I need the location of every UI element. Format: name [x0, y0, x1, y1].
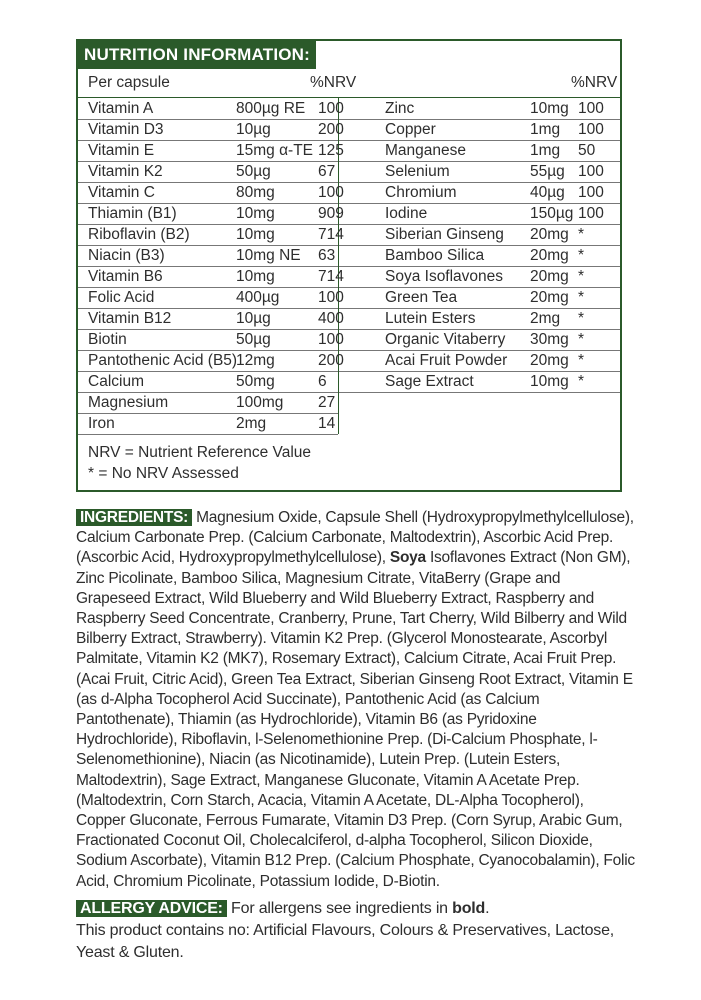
- nutrient-name: Manganese: [385, 142, 467, 159]
- nutrient-nrv: 100: [578, 163, 604, 180]
- nutrient-nrv: *: [578, 352, 585, 369]
- nutrient-amount: 10mg NE: [236, 247, 301, 264]
- nutrient-row: [78, 120, 344, 141]
- nutrient-name: Niacin (B3): [88, 247, 165, 264]
- nutrient-nrv: *: [578, 310, 585, 327]
- nutrient-name: Organic Vitaberry: [385, 331, 506, 348]
- nutrient-row: [339, 288, 620, 309]
- nutrient-row: [78, 246, 338, 267]
- nutrient-name: Lutein Esters: [385, 310, 476, 327]
- nutrient-amount: 10µg: [236, 121, 271, 138]
- nutrient-row: [339, 162, 620, 183]
- nutrient-name: Vitamin D3: [88, 121, 164, 138]
- nutrient-nrv: *: [578, 247, 585, 264]
- nutrient-nrv: 100: [578, 100, 604, 117]
- allergy-contains-no: This product contains no: Artificial Flavours, Colours & Preservatives, Lactose, Yeast & Gluten.: [76, 922, 615, 961]
- nutrient-row: [78, 351, 344, 372]
- nutrient-amount: 30mg: [530, 331, 569, 348]
- nutrient-name: Calcium: [88, 373, 144, 390]
- nutrient-name: Green Tea: [385, 289, 458, 306]
- ingredients-section: [76, 508, 636, 892]
- nutrient-nrv: 100: [578, 121, 604, 138]
- nutrient-amount: 50µg: [236, 331, 271, 348]
- nutrient-nrv: 67: [318, 163, 336, 180]
- row-divider: [339, 392, 620, 393]
- nutrient-name: Siberian Ginseng: [385, 226, 504, 243]
- nutrient-name: Soya Isoflavones: [385, 268, 504, 285]
- nutrient-row: [78, 204, 344, 225]
- nutrient-name: Vitamin C: [88, 184, 155, 201]
- nutrient-amount: 150µg: [530, 205, 574, 222]
- nutrient-amount: 10mg: [236, 205, 275, 222]
- nutrient-name: Iodine: [385, 205, 428, 222]
- nutrient-row: [78, 141, 344, 162]
- nutrient-amount: 50µg: [236, 163, 271, 180]
- nutrient-name: Zinc: [385, 100, 415, 117]
- nutrient-amount: 10mg: [236, 226, 275, 243]
- nutrient-row: [339, 183, 620, 204]
- nutrient-row: [339, 141, 620, 162]
- nutrient-nrv: *: [578, 373, 585, 390]
- nutrient-nrv: *: [578, 226, 585, 243]
- nutrient-amount: 1mg: [530, 142, 561, 159]
- nutrient-nrv: 50: [578, 142, 596, 159]
- nutrient-amount: 50mg: [236, 373, 275, 390]
- row-divider: [78, 434, 338, 435]
- nutrient-row: [78, 309, 344, 330]
- nutrient-name: Magnesium: [88, 394, 169, 411]
- nutrient-nrv: 100: [318, 184, 344, 201]
- nutrient-nrv: *: [578, 289, 585, 306]
- nutrient-nrv: *: [578, 268, 585, 285]
- nutrient-amount: 40µg: [530, 184, 565, 201]
- nutrition-panel: [76, 39, 622, 492]
- nutrient-row: [339, 267, 620, 288]
- nutrient-name: Iron: [88, 415, 115, 432]
- nutrient-nrv: 6: [318, 373, 327, 390]
- nutrient-nrv: *: [578, 331, 585, 348]
- nutrient-row: [78, 183, 344, 204]
- nutrient-row: [78, 288, 344, 309]
- nutrient-row: [78, 267, 344, 288]
- nutrient-nrv: 27: [318, 394, 336, 411]
- nutrient-nrv: 100: [318, 100, 344, 117]
- nutrient-amount: 10mg: [530, 100, 569, 117]
- nutrient-name: Copper: [385, 121, 436, 138]
- nutrient-amount: 12mg: [236, 352, 275, 369]
- per-capsule-label: Per capsule: [88, 74, 170, 91]
- nutrient-name: Vitamin B6: [88, 268, 163, 285]
- nutrient-row: [78, 330, 344, 351]
- nutrient-amount: 100mg: [236, 394, 284, 411]
- nutrient-amount: 10mg: [530, 373, 569, 390]
- nutrient-row: [339, 330, 620, 351]
- nutrient-row: [339, 204, 620, 225]
- nutrient-name: Vitamin B12: [88, 310, 172, 327]
- nrv-header-left: %NRV: [310, 74, 357, 91]
- nutrient-name: Vitamin E: [88, 142, 155, 159]
- nutrient-name: Acai Fruit Powder: [385, 352, 508, 369]
- note-no-nrv: * = No NRV Assessed: [88, 465, 239, 482]
- nutrient-amount: 2mg: [236, 415, 267, 432]
- nutrient-row: [78, 99, 344, 120]
- nutrient-nrv: 714: [318, 226, 344, 243]
- nutrient-name: Selenium: [385, 163, 450, 180]
- nutrient-nrv: 714: [318, 268, 344, 285]
- nutrient-amount: 2mg: [530, 310, 561, 327]
- nutrition-header-row: [78, 71, 620, 96]
- nutrient-name: Folic Acid: [88, 289, 155, 306]
- nutrient-amount: 800µg RE: [236, 100, 306, 117]
- nutrient-nrv: 909: [318, 205, 344, 222]
- nutrient-row: [339, 309, 620, 330]
- nrv-header-right: %NRV: [571, 74, 618, 91]
- nutrient-row: [78, 393, 338, 414]
- nutrient-name: Chromium: [385, 184, 457, 201]
- nutrient-nrv: 14: [318, 415, 336, 432]
- nutrient-nrv: 400: [318, 310, 344, 327]
- nutrient-name: Vitamin A: [88, 100, 154, 117]
- nutrient-amount: 20mg: [530, 268, 569, 285]
- nutrient-amount: 20mg: [530, 247, 569, 264]
- nutrient-row: [78, 414, 338, 435]
- allergy-text-start: For allergens see ingredients in: [226, 900, 453, 917]
- nutrient-amount: 20mg: [530, 226, 569, 243]
- nutrient-name: Pantothenic Acid (B5): [88, 352, 238, 369]
- nutrient-row: [339, 99, 620, 120]
- allergy-bold-word: bold: [452, 900, 486, 917]
- nutrient-amount: 55µg: [530, 163, 565, 180]
- nutrient-name: Biotin: [88, 331, 127, 348]
- nutrient-amount: 1mg: [530, 121, 561, 138]
- nutrient-row: [339, 351, 620, 372]
- nutrient-amount: 80mg: [236, 184, 275, 201]
- nutrient-name: Bamboo Silica: [385, 247, 485, 264]
- nutrient-nrv: 100: [578, 205, 604, 222]
- nutrient-amount: 10mg: [236, 268, 275, 285]
- nutrient-row: [78, 225, 344, 246]
- nutrient-row: [78, 162, 338, 183]
- nutrient-row: [339, 246, 620, 267]
- nutrient-row: [339, 372, 620, 393]
- nutrient-amount: 15mg α-TE: [236, 142, 314, 159]
- nutrient-name: Sage Extract: [385, 373, 474, 390]
- nutrient-nrv: 200: [318, 121, 344, 138]
- ingredients-allergen-soya: Soya: [389, 549, 426, 567]
- nutrient-amount: 20mg: [530, 289, 569, 306]
- nutrient-amount: 10µg: [236, 310, 271, 327]
- nutrition-heading: NUTRITION INFORMATION:: [78, 41, 316, 69]
- nutrient-amount: 20mg: [530, 352, 569, 369]
- note-nrv: NRV = Nutrient Reference Value: [88, 444, 312, 461]
- nutrient-name: Thiamin (B1): [88, 205, 177, 222]
- allergy-label: ALLERGY ADVICE:: [76, 900, 227, 917]
- nutrient-nrv: 100: [318, 331, 344, 348]
- ingredients-text-start: Magnesium Oxide, Capsule Shell (Hydroxypropylmethylcellulose), Calcium Carbonate Prep. (Calcium Carbonate, Maltodextrin), Ascorbic Acid Prep. (Ascorbic Acid, Hydroxypropylmethylcellulose),: [76, 509, 634, 567]
- nutrient-row: [339, 120, 620, 141]
- nutrient-name: Riboflavin (B2): [88, 226, 190, 243]
- nutrient-nrv: 100: [318, 289, 344, 306]
- nutrient-nrv: 125: [318, 142, 344, 159]
- nutrient-nrv: 200: [318, 352, 344, 369]
- nutrient-row: [78, 372, 338, 393]
- ingredients-text-end: Isoflavones Extract (Non GM), Zinc Picolinate, Bamboo Silica, Magnesium Citrate, VitaBerry (Grape and Grapeseed Extract, Wild Blueberry and Wild Blueberry Extract, Raspberry and Raspberry Seed Concentrate, Cranberry, Prune, Tart Cherry, Wild Bilberry and Wild Bilberry Extract, Strawberry). Vitamin K2 Prep. (Glycerol Monostearate, Ascorbyl Palmitate, Vitamin K2 (MK7), Rosemary Extract), Calcium Citrate, Acai Fruit Prep. (Acai Fruit, Citric Acid), Green Tea Extract, Siberian Ginseng Root Extract, Vitamin E (as d-Alpha Tocopherol Acid Succinate), Pantothenic Acid (as Calcium Pantothenate), Thiamin (as Hydrochloride), Vitamin B6 (as Pyridoxine Hydrochloride), Riboflavin, l-Selenomethionine Prep. (Di-Calcium Phosphate, l-Selenomethionine), Niacin (as Nicotinamide), Lutein Prep. (Lutein Esters, Maltodextrin), Sage Extract, Manganese Gluconate, Vitamin A Acetate Prep. (Maltodextrin, Corn Starch, Acacia, Vitamin A Acetate, DL-Alpha Tocopherol), Copper Gluconate, Ferrous Fumarate, Vitamin D3 Prep. (Corn Syrup, Arabic Gum, Fractionated Coconut Oil, Cholecalciferol, d-alpha Tocopherol, Silicon Dioxide, Sodium Ascorbate), Vitamin B12 Prep. (Calcium Phosphate, Cyanocobalamin), Folic Acid, Chromium Picolinate, Potassium Iodide, D-Biotin.: [76, 549, 635, 890]
- ingredients-label: INGREDIENTS:: [76, 509, 192, 526]
- nutrient-nrv: 100: [578, 184, 604, 201]
- nutrient-amount: 400µg: [236, 289, 280, 306]
- nutrient-nrv: 63: [318, 247, 336, 264]
- nutrient-name: Vitamin K2: [88, 163, 163, 180]
- nutrient-row: [339, 225, 620, 246]
- header-divider: [78, 97, 620, 98]
- allergy-text-end: .: [485, 900, 490, 917]
- allergy-section: [76, 898, 636, 964]
- nutrition-notes: [88, 442, 311, 484]
